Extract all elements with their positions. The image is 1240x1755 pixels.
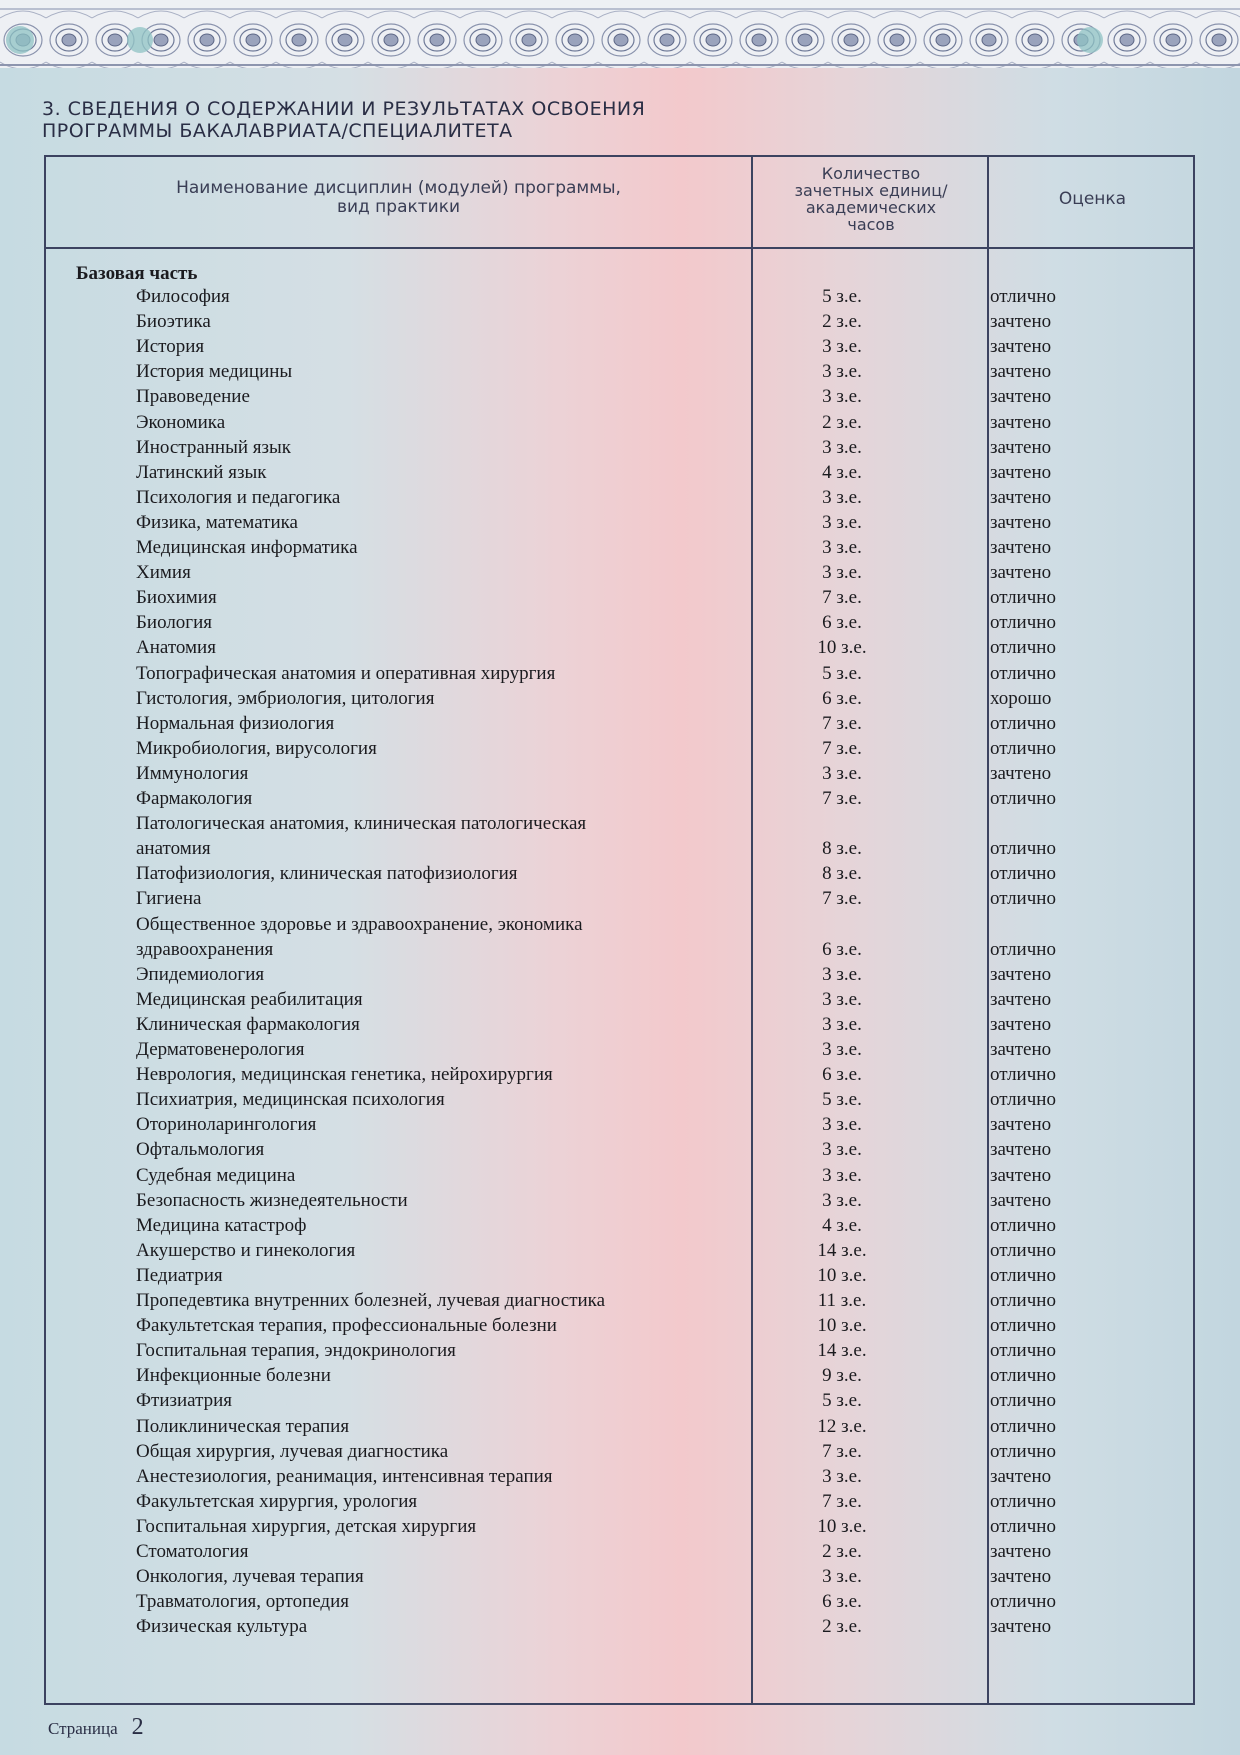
grade: отлично [990,1591,1056,1613]
section-title-line-2: ПРОГРАММЫ БАКАЛАВРИАТА/СПЕЦИАЛИТЕТА [42,120,513,142]
discipline-name: Эпидемиология [136,963,265,985]
discipline-name: Микробиология, вирусология [136,737,377,759]
grade: отлично [990,938,1056,960]
credit-units: 6 з.е. [822,612,862,634]
table-row [0,988,1240,1013]
grade: отлично [990,888,1056,910]
credit-units: 5 з.е. [822,1089,862,1111]
grade: отлично [990,587,1056,609]
discipline-name: Иммунология [136,762,249,784]
credit-units: 3 з.е. [822,537,862,558]
table-row [0,1364,1240,1389]
table-row [0,1440,1240,1465]
table-row [0,1013,1240,1038]
grade: отлично [990,286,1056,307]
table-row [0,1540,1240,1565]
grade: зачтено [990,386,1052,408]
table-row [0,1264,1240,1289]
discipline-name: Факультетская хирургия, урология [136,1490,418,1512]
credit-units: 2 з.е. [822,1541,862,1562]
credit-units: 8 з.е. [822,863,862,885]
grade: отлично [990,712,1056,734]
grade: отлично [990,1290,1056,1311]
credit-units: 10 з.е. [817,637,867,659]
credit-units: 3 з.е. [822,1189,862,1211]
discipline-name: Анестезиология, реанимация, интенсивная терапия [136,1465,553,1487]
grade: отлично [990,1515,1056,1537]
table-row [0,1565,1240,1590]
table-row [0,561,1240,586]
table-row [0,737,1240,762]
grade: отлично [990,1089,1056,1111]
grade: зачтено [990,436,1052,458]
credit-units: 14 з.е. [817,1340,867,1362]
credit-units: 3 з.е. [822,988,862,1010]
grade: зачтено [990,1114,1052,1136]
credit-units: 6 з.е. [822,687,862,709]
grade: зачтено [990,1616,1052,1638]
table-row [0,1415,1240,1440]
table-row [0,360,1240,385]
discipline-name: Общая хирургия, лучевая диагностика [136,1440,449,1462]
column-header-grade: Оценка [1058,189,1127,209]
table-row [0,1314,1240,1339]
table-row [0,1389,1240,1414]
column-header-credits [754,165,988,233]
grade: отлично [990,1390,1056,1412]
credit-units: 9 з.е. [822,1365,862,1387]
discipline-name: История медицины [136,361,293,383]
credit-units: 7 з.е. [822,888,862,910]
table-row [0,712,1240,737]
discipline-name: Гистология, эмбриология, цитология [136,687,435,709]
grade: зачтено [990,1566,1052,1588]
discipline-name: Физика, математика [136,511,298,533]
table-row [0,787,1240,812]
discipline-name: Фармакология [136,788,253,809]
grade: зачтено [990,1541,1052,1562]
credit-units: 7 з.е. [822,712,862,734]
table-row [0,1590,1240,1615]
grade: отлично [990,1415,1056,1437]
credit-units: 12 з.е. [817,1415,867,1437]
grade: зачтено [990,988,1052,1010]
grade: отлично [990,662,1056,684]
discipline-name: Медицина катастроф [136,1214,307,1236]
table-row [0,1465,1240,1490]
table-row [0,862,1240,887]
section-title-line-1: 3. СВЕДЕНИЯ О СОДЕРЖАНИИ И РЕЗУЛЬТАТАХ ОСВОЕНИЯ [42,98,646,120]
header-divider [46,247,1193,249]
discipline-name: Иностранный язык [136,436,292,458]
discipline-name: Фтизиатрия [136,1390,233,1412]
table-row [0,1113,1240,1138]
column-header-discipline [46,179,751,217]
grade: зачтено [990,361,1052,383]
discipline-name: Гигиена [136,888,202,910]
grade: отлично [990,1239,1056,1261]
grade: отлично [990,637,1056,659]
credit-units: 10 з.е. [817,1264,867,1286]
table-row [0,461,1240,486]
column-header-credits-line-1: Количество [821,164,921,183]
table-row [0,1214,1240,1239]
discipline-name: Неврология, медицинская генетика, нейрохирургия [136,1064,553,1086]
credit-units: 3 з.е. [822,1465,862,1487]
credit-units: 3 з.е. [822,1039,862,1060]
credit-units: 5 з.е. [822,286,862,307]
table-row [0,1339,1240,1364]
table-row [0,687,1240,712]
discipline-name: Физическая культура [136,1616,308,1638]
credit-units: 3 з.е. [822,511,862,533]
table-row [0,1138,1240,1163]
table-row [0,285,1240,310]
discipline-name: Биохимия [136,587,217,609]
grade: отлично [990,788,1056,809]
credit-units: 6 з.е. [822,938,862,960]
discipline-name: Латинский язык [136,461,267,483]
discipline-name: Онкология, лучевая терапия [136,1566,364,1588]
discipline-name: Топографическая анатомия и оперативная хирургия [136,662,556,684]
credit-units: 7 з.е. [822,788,862,809]
credit-units: 3 з.е. [822,1013,862,1035]
column-header-credits-line-2: зачетных единиц/ [794,181,948,200]
table-row [0,1289,1240,1314]
discipline-name: Безопасность жизнедеятельности [136,1189,408,1211]
grade: зачтено [990,461,1052,483]
grade: отлично [990,1315,1056,1337]
table-row [0,813,1240,862]
table-row [0,1615,1240,1640]
table-row [0,586,1240,611]
grade: отлично [990,1064,1056,1086]
table-row [0,1239,1240,1264]
grade: зачтено [990,311,1052,333]
grade: зачтено [990,411,1052,433]
credit-units: 7 з.е. [822,737,862,759]
discipline-name: Госпитальная терапия, эндокринология [136,1340,456,1362]
grade: отлично [990,612,1056,634]
table-row [0,762,1240,787]
section-title [42,98,842,142]
discipline-name: Медицинская информатика [136,537,358,558]
grade: отлично [990,1490,1056,1512]
table-row [0,1038,1240,1063]
table-row [0,411,1240,436]
discipline-name: Психиатрия, медицинская психология [136,1089,445,1111]
discipline-name: Факультетская терапия, профессиональные болезни [136,1315,557,1337]
discipline-name: Поликлиническая терапия [136,1415,350,1437]
column-header-credits-line-4: часов [847,215,895,234]
group-title-base-part: Базовая часть [76,263,198,284]
credit-units: 4 з.е. [822,461,862,483]
grade: отлично [990,1440,1056,1462]
discipline-name: Анатомия [136,637,216,659]
grade: хорошо [990,687,1052,709]
discipline-name: Правоведение [136,386,250,408]
credit-units: 3 з.е. [822,562,862,584]
table-row [0,1189,1240,1214]
grade: зачтено [990,762,1052,784]
grade: зачтено [990,1189,1052,1211]
table-row [0,963,1240,988]
table-row [0,662,1240,687]
credit-units: 5 з.е. [822,662,862,684]
discipline-name: Травматология, ортопедия [136,1591,350,1613]
credit-units: 3 з.е. [822,486,862,508]
credit-units: 14 з.е. [817,1239,867,1261]
grade: отлично [990,1264,1056,1286]
credit-units: 6 з.е. [822,1064,862,1086]
table-row [0,310,1240,335]
discipline-name: Офтальмология [136,1139,265,1161]
discipline-name: Медицинская реабилитация [136,988,363,1010]
discipline-name: Педиатрия [136,1264,223,1286]
discipline-name: Нормальная физиология [136,712,335,734]
discipline-name: Психология и педагогика [136,486,341,508]
discipline-name: Философия [136,286,230,307]
table-row [0,913,1240,963]
discipline-name: История [136,336,205,358]
grade: зачтено [990,1039,1052,1060]
page-footer [48,1714,144,1741]
discipline-name: Госпитальная хирургия, детская хирургия [136,1515,477,1537]
credit-units: 7 з.е. [822,1440,862,1462]
grade: отлично [990,737,1056,759]
table-row [0,887,1240,912]
discipline-name: Патофизиология, клиническая патофизиология [136,863,518,885]
credit-units: 8 з.е. [822,838,862,860]
column-header-discipline-line-1: Наименование дисциплин (модулей) программы, [176,178,621,198]
discipline-name: Химия [136,562,191,584]
table-row [0,1490,1240,1515]
grade: зачтено [990,486,1052,508]
discipline-name: Клиническая фармакология [136,1013,360,1035]
column-header-credits-line-3: академических [805,198,937,217]
credit-units: 4 з.е. [822,1214,862,1236]
grade: зачтено [990,537,1052,558]
discipline-name-line-1: Общественное здоровье и здравоохранение, экономика [136,913,583,935]
credit-units: 7 з.е. [822,1490,862,1512]
guilloche-pattern [0,0,1240,68]
grade: зачтено [990,1465,1052,1487]
credit-units: 3 з.е. [822,1139,862,1161]
grade: зачтено [990,1164,1052,1186]
credit-units: 10 з.е. [817,1515,867,1537]
discipline-name: Инфекционные болезни [136,1365,331,1387]
grade: отлично [990,1214,1056,1236]
credit-units: 2 з.е. [822,311,862,333]
table-row [0,385,1240,410]
discipline-name: Акушерство и гинекология [136,1239,356,1261]
table-row [0,1063,1240,1088]
discipline-name: Судебная медицина [136,1164,296,1186]
grade: отлично [990,1340,1056,1362]
credit-units: 2 з.е. [822,411,862,433]
table-row [0,611,1240,636]
credit-units: 3 з.е. [822,963,862,985]
guilloche-ornament-band [0,0,1240,68]
table-row [0,486,1240,511]
credit-units: 3 з.е. [822,1164,862,1186]
table-row [0,511,1240,536]
table-row [0,335,1240,360]
credit-units: 7 з.е. [822,587,862,609]
discipline-name: здравоохранения [136,938,274,960]
grade: зачтено [990,963,1052,985]
grade: отлично [990,863,1056,885]
discipline-name: Оториноларингология [136,1114,317,1136]
credit-units: 3 з.е. [822,386,862,408]
grade: зачтено [990,562,1052,584]
credit-units: 2 з.е. [822,1616,862,1638]
table-row [0,536,1240,561]
credit-units: 3 з.е. [822,1114,862,1136]
credit-units: 3 з.е. [822,762,862,784]
discipline-name: анатомия [136,838,211,860]
credit-units: 11 з.е. [817,1290,867,1311]
table-row [0,1088,1240,1113]
grade: зачтено [990,1139,1052,1161]
credit-units: 3 з.е. [822,436,862,458]
credit-units: 10 з.е. [817,1315,867,1337]
credit-units: 3 з.е. [822,361,862,383]
credit-units: 3 з.е. [822,1566,862,1588]
credit-units: 6 з.е. [822,1591,862,1613]
discipline-name: Биология [136,612,213,634]
grade: зачтено [990,511,1052,533]
discipline-name: Биоэтика [136,311,211,333]
grade: отлично [990,1365,1056,1387]
table-row [0,636,1240,661]
discipline-name: Экономика [136,411,226,433]
grade: отлично [990,838,1056,860]
column-header-discipline-line-2: вид практики [336,197,461,217]
table-row [0,1164,1240,1189]
credit-units: 3 з.е. [822,336,862,358]
page-number: 2 [131,1714,144,1740]
grade: зачтено [990,336,1052,358]
discipline-name: Пропедевтика внутренних болезней, лучевая диагностика [136,1290,606,1311]
credit-units: 5 з.е. [822,1390,862,1412]
table-row [0,1515,1240,1540]
grade: зачтено [990,1013,1052,1035]
page-label: Страница [48,1719,118,1738]
table-row [0,436,1240,461]
discipline-name-line-1: Патологическая анатомия, клиническая патологическая [136,813,587,835]
discipline-name: Стоматология [136,1541,249,1562]
discipline-name: Дерматовенерология [136,1039,305,1060]
